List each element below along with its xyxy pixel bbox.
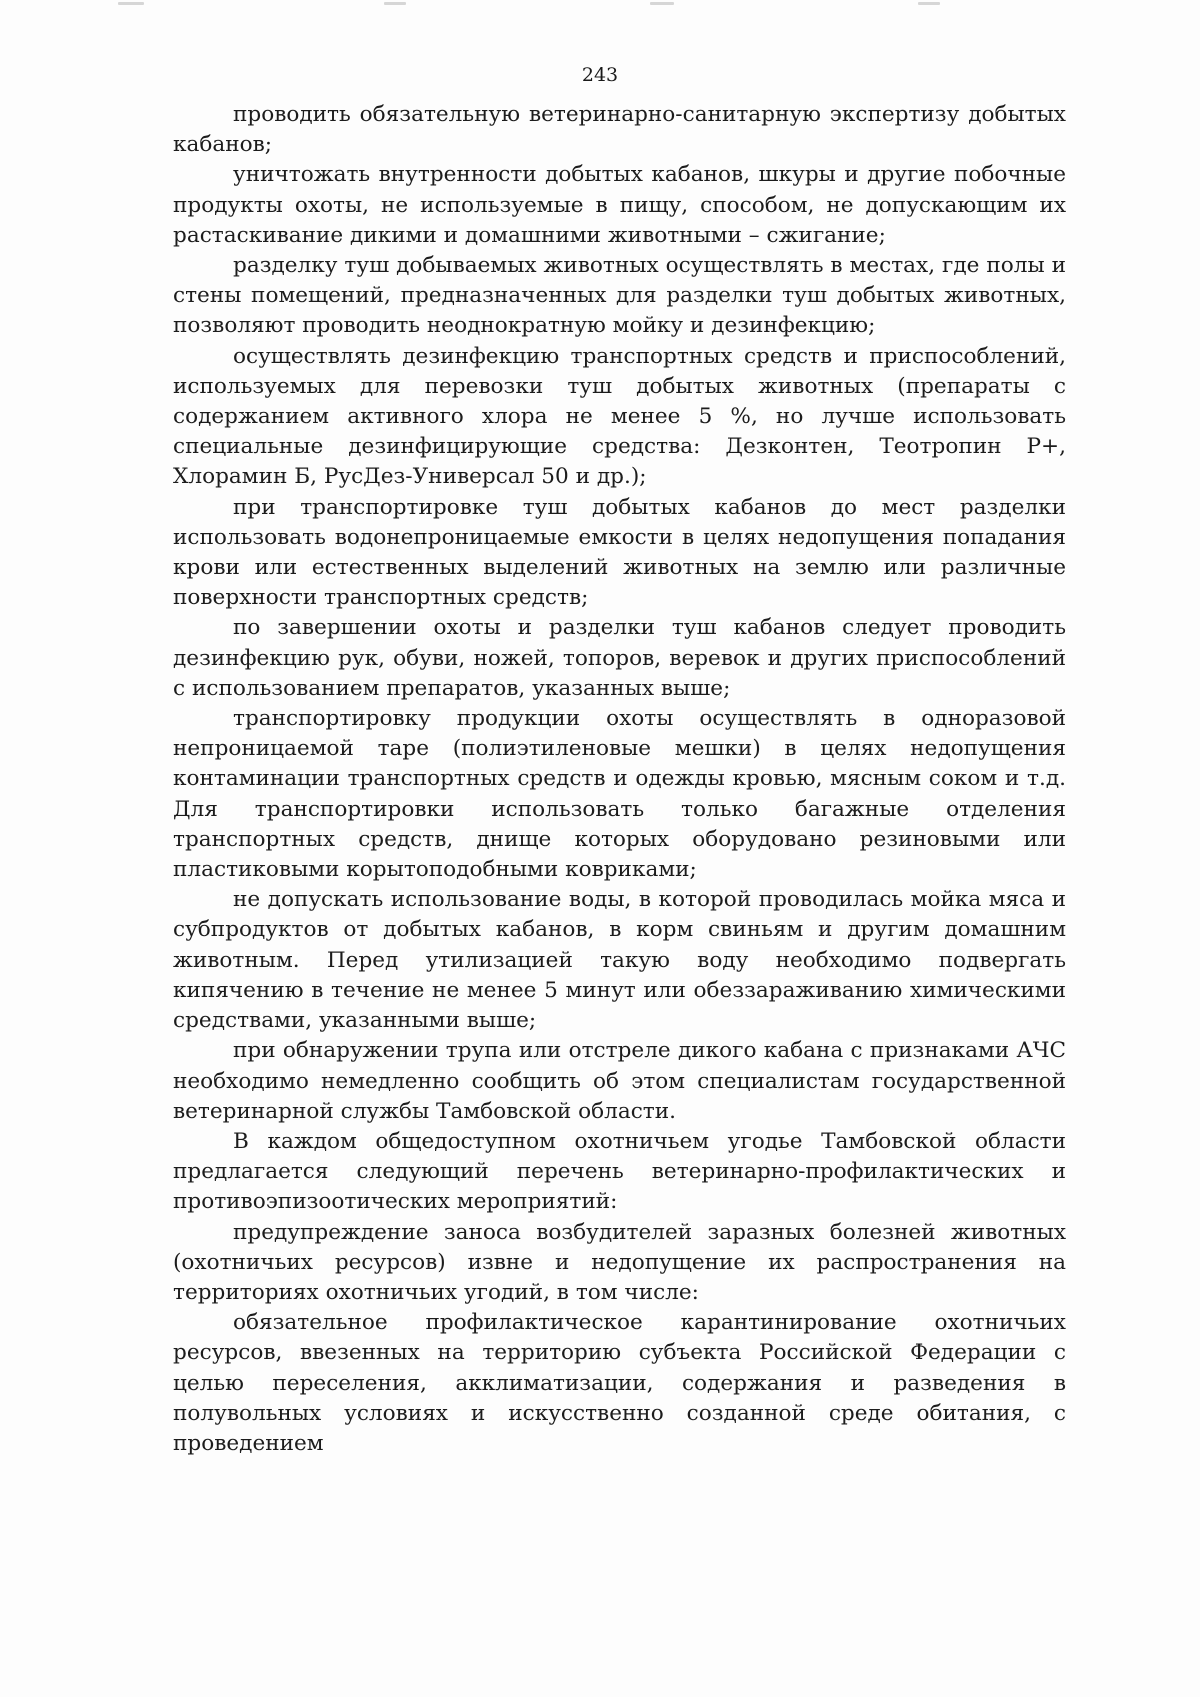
paragraph: уничтожать внутренности добытых кабанов, шкуры и другие побочные продукты охоты, не используемые в пищу, способом, не допускающим их растаскивание дикими и домашними животными – сжигание; xyxy=(173,162,1066,248)
paragraph: транспортировку продукции охоты осуществлять в одноразовой непроницаемой таре (полиэтиленовые мешки) в целях недопущения контаминации транспортных средств и одежды кровью, мясным соком и т.д. Для транспортировки использовать только багажные отделения транспортных средств, днище которых оборудовано резиновыми или пластиковыми корытоподобными ковриками; xyxy=(173,706,1066,883)
page-number: 243 xyxy=(581,64,619,86)
paragraph: разделку туш добываемых животных осуществлять в местах, где полы и стены помещений, предназначенных для разделки туш добытых животных, позволяют проводить неоднократную мойку и дезинфекцию; xyxy=(173,253,1066,339)
paragraph: не допускать использование воды, в которой проводилась мойка мяса и субпродуктов от добытых кабанов, в корм свиньям и другим домашним животным. Перед утилизацией такую воду необходимо подвергать кипячению в течение не менее 5 минут или обеззараживанию химическими средствами, указанными выше; xyxy=(173,887,1066,1034)
document-body xyxy=(173,100,1066,1459)
paragraph: осуществлять дезинфекцию транспортных средств и приспособлений, используемых для перевозки туш добытых животных (препараты с содержанием активного хлора не менее 5 %, но лучше использовать специальные дезинфицирующие средства: Дезконтен, Теотропин Р+, Хлорамин Б, РусДез-Универсал 50 и др.); xyxy=(173,343,1066,490)
paragraph: обязательное профилактическое карантинирование охотничьих ресурсов, ввезенных на территорию субъекта Российской Федерации с целью переселения, акклиматизации, содержания и разведения в полувольных условиях и искусственно созданной среде обитания, с проведением xyxy=(173,1310,1066,1456)
paragraph: предупреждение заноса возбудителей заразных болезней животных (охотничьих ресурсов) извне и недопущение их распространения на территориях охотничьих угодий, в том числе: xyxy=(173,1219,1066,1305)
paragraph: при транспортировке туш добытых кабанов до мест разделки использовать водонепроницаемые емкости в целях недопущения попадания крови или естественных выделений животных на землю или различные поверхности транспортных средств; xyxy=(173,494,1066,611)
paragraph: по завершении охоты и разделки туш кабанов следует проводить дезинфекцию рук, обуви, ножей, топоров, веревок и других приспособлений с использованием препаратов, указанных выше; xyxy=(173,615,1066,701)
paragraph: проводить обязательную ветеринарно-санитарную экспертизу добытых кабанов; xyxy=(173,102,1066,158)
paragraph: В каждом общедоступном охотничьем угодье Тамбовской области предлагается следующий перечень ветеринарно-профилактических и противоэпизоотических мероприятий: xyxy=(173,1128,1066,1215)
scan-edge-marks xyxy=(0,0,1200,8)
paragraph: при обнаружении трупа или отстреле дикого кабана с признаками АЧС необходимо немедленно сообщить об этом специалистам государственной ветеринарной службы Тамбовской области. xyxy=(173,1038,1066,1124)
